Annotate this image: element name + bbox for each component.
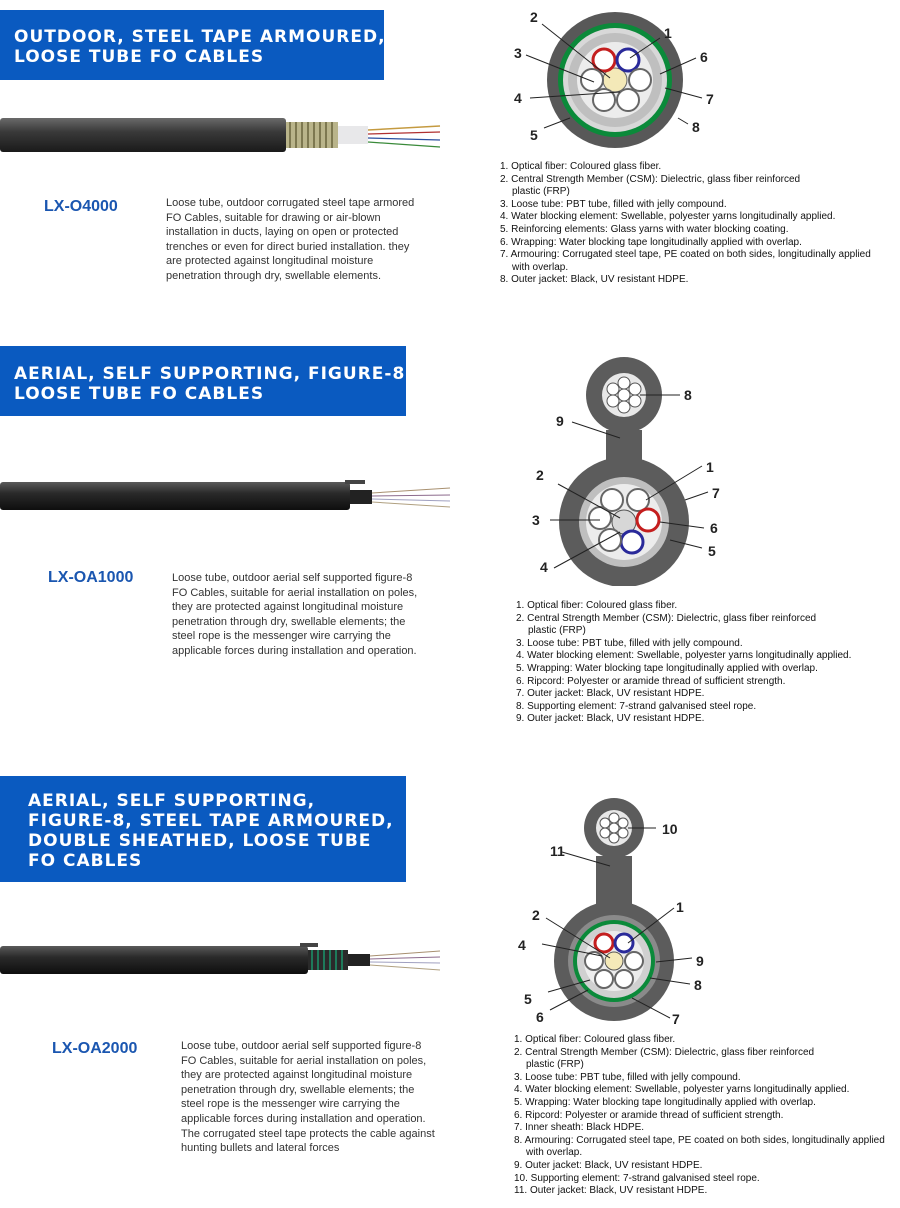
legend-item: 4. Water blocking element: Swellable, polyester yarns longitudinally applied. — [514, 1084, 850, 1096]
legend-item: 3. Loose tube: PBT tube, filled with jelly compound. — [516, 637, 743, 649]
cross-section-diagram — [500, 0, 740, 160]
legend-item: 5. Wrapping: Water blocking tape longitudinally applied with overlap. — [516, 662, 818, 674]
legend-item: 6. Ripcord: Polyester or aramide thread of sufficient strength. — [514, 1109, 784, 1121]
description-line: they are protected against longitudinal moisture — [172, 601, 404, 614]
component-legend — [514, 1034, 890, 1198]
legend-item: 2. Central Strength Member (CSM): Dielectric, glass fiber reinforced plastic (FRP) — [516, 612, 817, 637]
legend-item: 6. Wrapping: Water blocking tape longitudinally applied with overlap. — [500, 236, 802, 248]
description-line: they are protected against longitudinal moisture — [181, 1069, 413, 1082]
section-banner — [0, 346, 413, 416]
legend-item: 2. Central Strength Member (CSM): Dielectric, glass fiber reinforced plastic (FRP) — [514, 1046, 815, 1071]
cable-section-lx-oa1000 — [0, 340, 900, 760]
banner-line: OUTDOOR, STEEL TAPE ARMOURED, — [14, 27, 386, 47]
callout-label: 6 — [710, 520, 718, 536]
banner-line: AERIAL, SELF SUPPORTING, — [28, 791, 316, 811]
cross-section-diagram — [520, 350, 740, 586]
legend-item: 7. Outer jacket: Black, UV resistant HDPE. — [516, 688, 705, 700]
description-line: Loose tube, outdoor corrugated steel tape armored — [166, 197, 415, 209]
callout-label: 5 — [524, 991, 532, 1007]
description-line: trenches or even for direct buried installation. they — [166, 240, 410, 253]
callout-label: 8 — [694, 977, 702, 993]
legend-item: 7. Inner sheath: Black HDPE. — [514, 1122, 645, 1134]
description-line: Loose tube, outdoor aerial self supported figure-8 — [172, 572, 413, 584]
legend-item: 1. Optical fiber: Coloured glass fiber. — [500, 161, 662, 172]
callout-label: 2 — [536, 467, 544, 483]
callout-label: 8 — [692, 119, 700, 135]
legend-item: 8. Outer jacket: Black, UV resistant HDPE. — [500, 274, 689, 286]
legend-item: 9. Outer jacket: Black, UV resistant HDPE. — [514, 1159, 703, 1171]
legend-item: 6. Ripcord: Polyester or aramide thread of sufficient strength. — [516, 675, 786, 687]
description-line: are protected against longitudinal moisture — [166, 255, 374, 268]
callout-label: 4 — [514, 90, 522, 106]
description-line: penetration through dry, swellable elements; the — [181, 1083, 415, 1096]
description-line: applicable forces during installation and operation. — [181, 1112, 426, 1125]
callout-label: 3 — [532, 512, 540, 528]
description-line: FO Cables, suitable for aerial installation on poles, — [172, 586, 418, 599]
legend-item: 10. Supporting element: 7-strand galvanised steel rope. — [514, 1172, 760, 1184]
legend-item: 3. Loose tube: PBT tube, filled with jelly compound. — [500, 198, 727, 210]
callout-label: 2 — [530, 9, 538, 25]
description-line: applicable forces during installation and operation. — [172, 644, 417, 657]
legend-item: 8. Armouring: Corrugated steel tape, PE coated on both sides, longitudinally applied with overlap. — [514, 1134, 885, 1159]
callout-label: 9 — [696, 953, 704, 969]
callout-label: 4 — [540, 559, 548, 575]
legend-item: 8. Supporting element: 7-strand galvanised steel rope. — [516, 700, 757, 712]
section-banner — [0, 10, 384, 80]
banner-line: LOOSE TUBE FO CABLES — [14, 47, 265, 67]
legend-item: 3. Loose tube: PBT tube, filled with jelly compound. — [514, 1071, 741, 1083]
description-line: penetration through dry, swellable elements; the — [172, 615, 406, 628]
description-line: The corrugated steel tape protects the cable against — [181, 1127, 435, 1140]
callout-label: 6 — [700, 49, 708, 65]
description-line: FO Cables, suitable for aerial installation on poles, — [181, 1054, 427, 1067]
description-line: Loose tube, outdoor aerial self supported figure-8 — [181, 1040, 422, 1052]
callout-label: 8 — [684, 387, 692, 403]
banner-line: AERIAL, SELF SUPPORTING, FIGURE-8, — [14, 364, 413, 384]
cross-section-diagram — [510, 796, 730, 1024]
cable-section-lx-oa2000 — [0, 776, 900, 1208]
callout-label: 5 — [530, 127, 538, 143]
legend-item: 2. Central Strength Member (CSM): Dielectric, glass fiber reinforced plastic (FRP) — [500, 173, 801, 198]
legend-item: 1. Optical fiber: Coloured glass fiber. — [514, 1034, 676, 1045]
component-legend — [500, 161, 880, 287]
description-line: installation in ducts, laying on open or protected — [166, 226, 399, 239]
callout-label: 11 — [550, 843, 565, 859]
callout-label: 1 — [664, 25, 672, 41]
callout-label: 10 — [662, 821, 678, 837]
model-number: LX-OA2000 — [52, 1040, 138, 1057]
callout-label: 5 — [708, 543, 716, 559]
callout-label: 7 — [712, 485, 720, 501]
legend-item: 4. Water blocking element: Swellable, polyester yarns longitudinally applied. — [516, 650, 852, 662]
legend-item: 7. Armouring: Corrugated steel tape, PE coated on both sides, longitudinally applied with overlap. — [500, 249, 871, 273]
description-line: steel rope is the messenger wire carrying the — [172, 630, 391, 643]
legend-item: 5. Reinforcing elements: Glass yarns with water blocking coating. — [500, 223, 789, 235]
legend-item: 5. Wrapping: Water blocking tape longitudinally applied with overlap. — [514, 1096, 816, 1108]
banner-line: LOOSE TUBE FO CABLES — [14, 384, 265, 404]
description-line: penetration through dry, swellable elements. — [166, 269, 382, 282]
cable-description — [172, 571, 417, 659]
banner-line: DOUBLE SHEATHED, LOOSE TUBE — [28, 831, 372, 851]
callout-label: 6 — [536, 1009, 544, 1024]
description-line: FO Cables, suitable for drawing or air-blown — [166, 211, 381, 224]
banner-line: FO CABLES — [28, 851, 143, 871]
legend-item: 9. Outer jacket: Black, UV resistant HDPE. — [516, 713, 705, 725]
section-banner — [0, 776, 406, 882]
cable-photo — [0, 478, 460, 512]
cable-photo — [0, 942, 450, 978]
callout-label: 7 — [706, 91, 714, 107]
cable-description — [166, 196, 414, 284]
callout-label: 1 — [706, 459, 714, 475]
description-line: steel rope is the messenger wire carrying the — [181, 1098, 400, 1111]
callout-label: 9 — [556, 413, 564, 429]
legend-item: 4. Water blocking element: Swellable, polyester yarns longitudinally applied. — [500, 211, 836, 223]
callout-label: 3 — [514, 45, 522, 61]
callout-label: 1 — [676, 899, 684, 915]
component-legend — [516, 600, 876, 726]
cable-photo — [0, 112, 450, 162]
banner-line: FIGURE-8, STEEL TAPE ARMOURED, — [28, 811, 394, 831]
callout-label: 4 — [518, 937, 526, 953]
description-line: hunting bullets and lateral forces — [181, 1142, 340, 1155]
legend-item: 1. Optical fiber: Coloured glass fiber. — [516, 600, 678, 611]
cable-description — [181, 1039, 435, 1156]
cable-section-lx-o4000 — [0, 0, 900, 300]
legend-item: 11. Outer jacket: Black, UV resistant HDPE. — [514, 1185, 708, 1197]
callout-label: 2 — [532, 907, 540, 923]
model-number: LX-O4000 — [44, 198, 118, 215]
callout-label: 7 — [672, 1011, 680, 1024]
model-number: LX-OA1000 — [48, 569, 134, 586]
